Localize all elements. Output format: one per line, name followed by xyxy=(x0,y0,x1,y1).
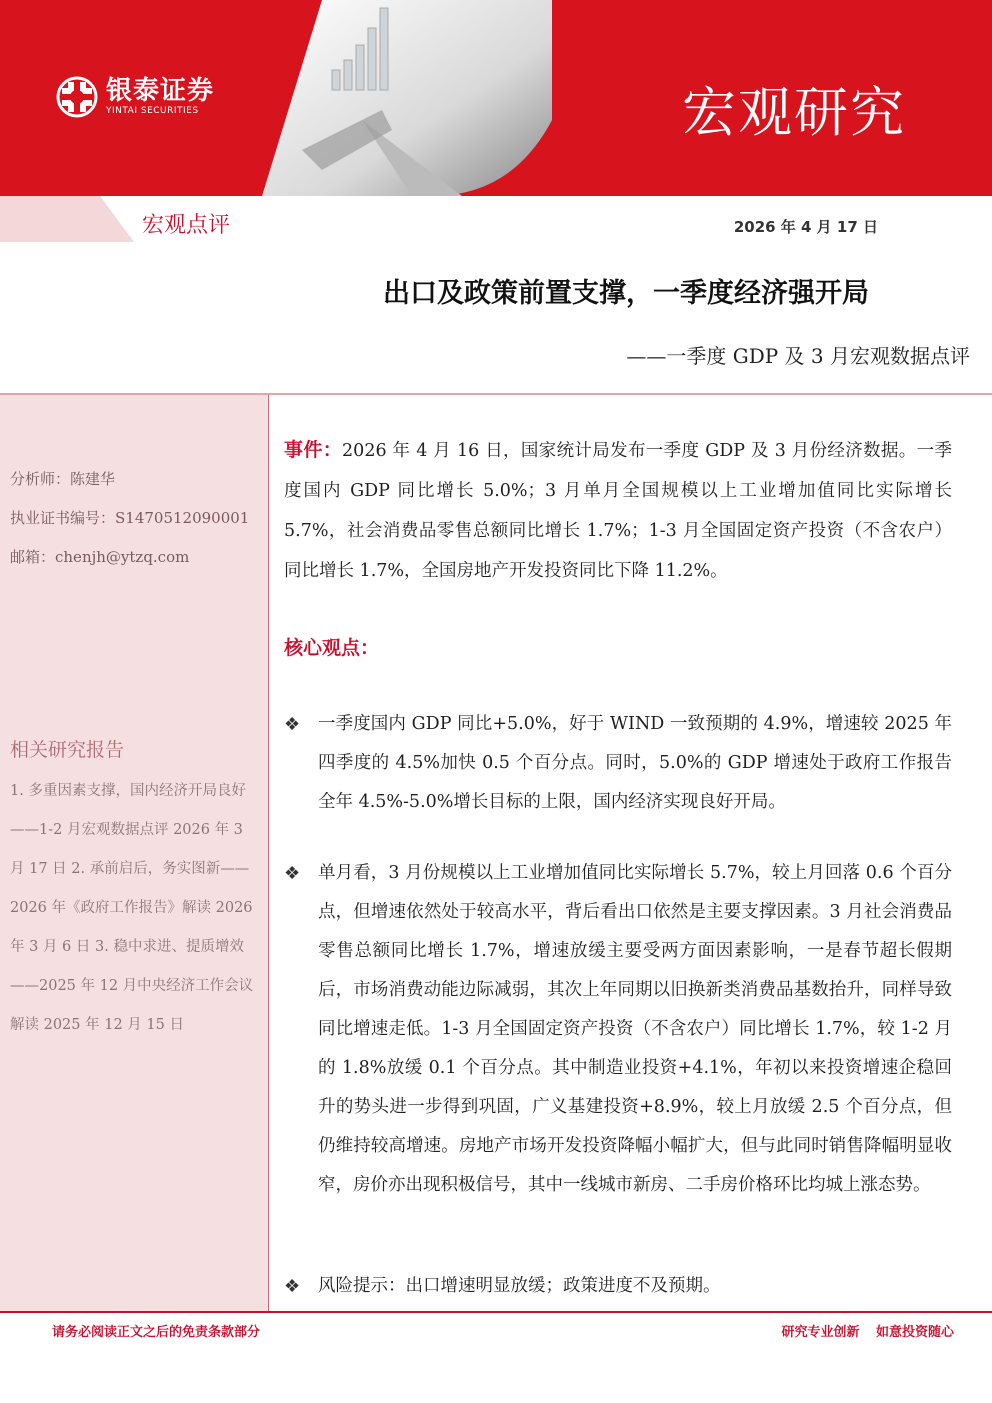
diamond-bullet-icon: ❖ xyxy=(284,1276,301,1297)
core-point-text: 一季度国内 GDP 同比+5.0%，好于 WIND 一致预期的 4.9%，增速较 2025 年四季度的 4.5%加快 0.5 个百分点。同时，5.0%的 GDP 增速处于政府工作报告全年 4.5%-5.0%增长目标的上限，国内经济实现良好开局。 xyxy=(318,714,952,812)
logo-mark-icon xyxy=(56,76,98,118)
core-point xyxy=(284,854,952,1205)
event-text: 2026 年 4 月 16 日，国家统计局发布一季度 GDP 及 3 月份经济数据。一季度国内 GDP 同比增长 5.0%；3 月单月全国规模以上工业增加值同比实际增长 5.7%，社会消费品零售总额同比增长 1.7%；1-3 月全国固定资产投资（不含农户）同比增长 1.7%，全国房地产开发投资同比下降 11.2%。 xyxy=(284,441,952,581)
analyst-name: 分析师：陈建华 xyxy=(10,470,116,488)
core-point-text: 单月看，3 月份规模以上工业增加值同比实际增长 5.7%，较上月回落 0.6 个百分点，但增速依然处于较高水平，背后看出口依然是主要支撑因素。3 月社会消费品零售总额同比增长 1.7%，增速放缓主要受两方面因素影响，一是春节超长假期后，市场消费动能边际减弱，其次上年同期以旧换新类消费品基数抬升，同样导致同比增速走低。1-3 月全国固定资产投资（不含农户）同比增长 1.7%，较 1-2 月的 1.8%放缓 0.1 个百分点。其中制造业投资+4.1%，年初以来投资增速企稳回升的势头进一步得到巩固，广义基建投资+8.9%，较上月放缓 2.5 个百分点，但仍维持较高增速。房地产市场开发投资降幅小幅扩大，但与此同时销售降幅明显收窄，房价亦出现积极信号，其中一线城市新房、二手房价格环比均城上涨态势。 xyxy=(318,863,952,1195)
banner-title: 宏观研究 xyxy=(682,81,906,144)
core-heading: 核心观点： xyxy=(284,637,380,659)
related-reports-list: 1. 多重因素支撑，国内经济开局良好——1-2 月宏观数据点评 2026 年 3 月 17 日 2. 承前启后，务实图新——2026 年《政府工作报告》解读 2026 年 3 月 6 日 3. 稳中求进、提质增效——2025 年 12 月中央经济工作会议解读 2025 年 12 月 15 日 xyxy=(10,783,254,1033)
core-point-text: 风险提示：出口增速明显放缓；政策进度不及预期。 xyxy=(318,1276,721,1296)
footer-divider xyxy=(0,1311,992,1313)
footer-slogan: 研究专业创新 如意投资随心 xyxy=(781,1325,954,1340)
event-paragraph xyxy=(284,430,952,591)
core-point xyxy=(284,705,952,822)
event-label: 事件： xyxy=(284,439,343,461)
report-title: 出口及政策前置支撑，一季度经济强开局 xyxy=(383,278,869,309)
disclaimer-note: 请务必阅读正文之后的免责条款部分 xyxy=(52,1325,261,1340)
report-date: 2026 年 4 月 17 日 xyxy=(733,218,878,236)
company-logo xyxy=(56,76,214,118)
event-section xyxy=(284,430,952,591)
report-subtitle: ——一季度 GDP 及 3 月宏观数据点评 xyxy=(626,344,970,368)
banner-photo xyxy=(262,0,552,196)
diamond-bullet-icon: ❖ xyxy=(284,714,301,735)
diamond-bullet-icon: ❖ xyxy=(284,863,301,884)
analyst-info xyxy=(10,460,249,577)
analyst-license: 执业证书编号：S1470512090001 xyxy=(10,509,250,527)
logo-cn-text: 银泰证券 xyxy=(106,76,215,106)
section-label: 宏观点评 xyxy=(142,213,231,238)
logo-en-text: YINTAI SECURITIES xyxy=(106,106,199,116)
core-point xyxy=(284,1267,952,1307)
analyst-email: 邮箱：chenjh@ytzq.com xyxy=(10,548,190,566)
header-banner xyxy=(0,0,992,196)
related-reports-title: 相关研究报告 xyxy=(10,739,125,761)
